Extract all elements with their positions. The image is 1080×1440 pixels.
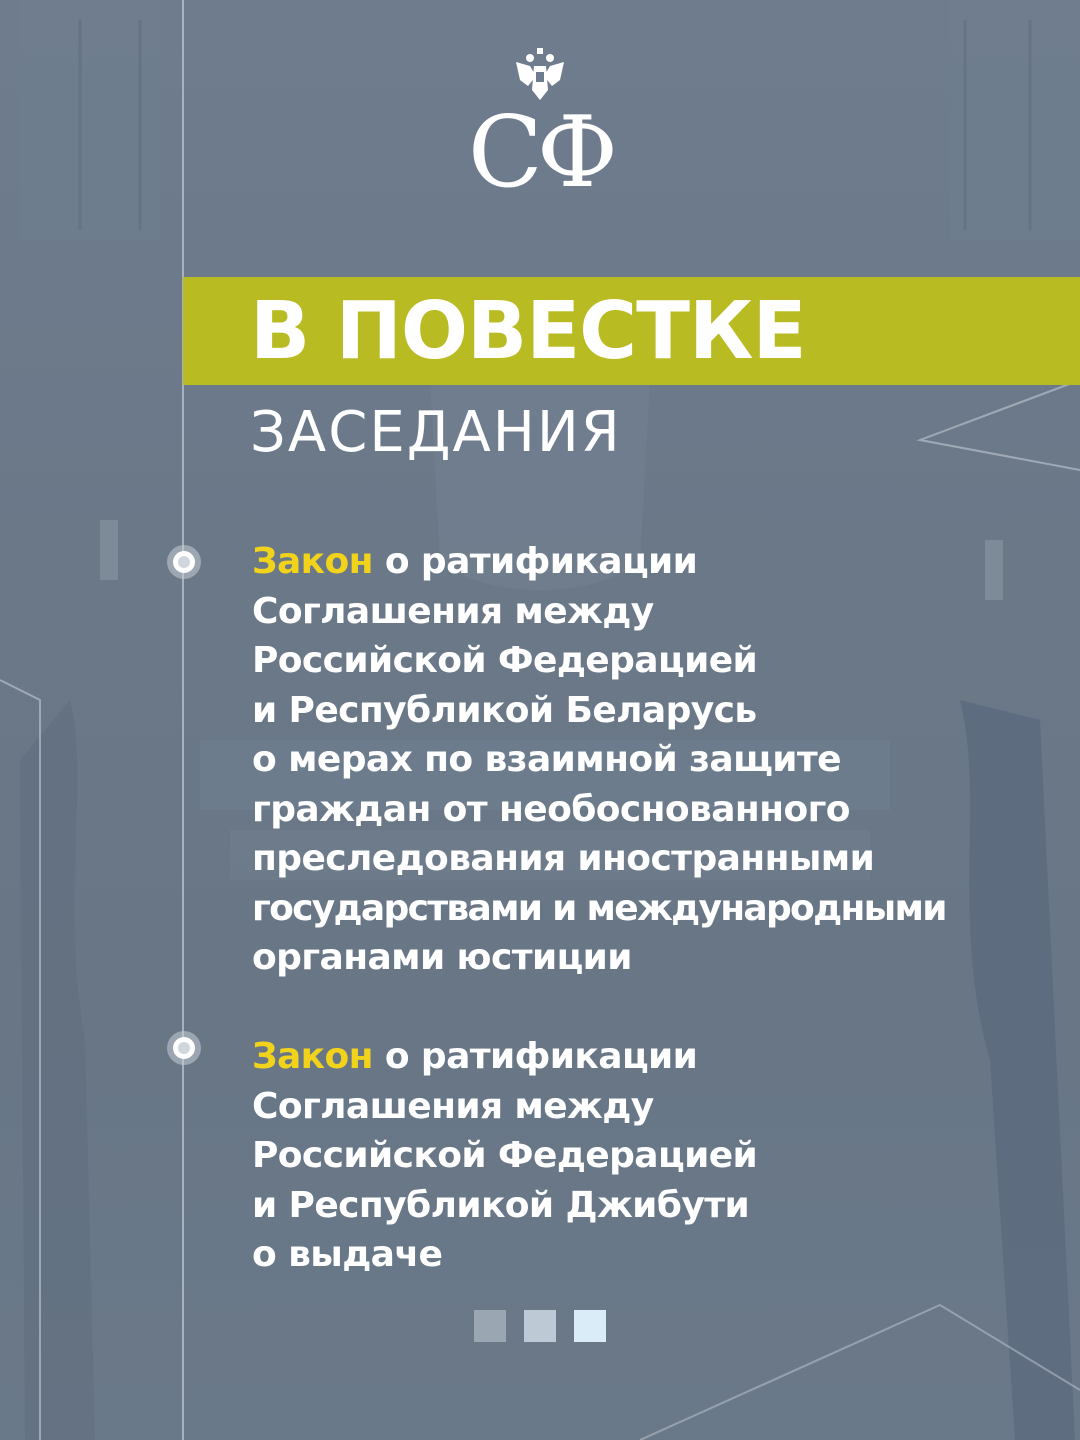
agenda-item-line (252, 1032, 1072, 1082)
agenda-item-line: граждан от необоснованного (252, 788, 850, 830)
bullet-icon (165, 543, 203, 581)
agenda-item (252, 1032, 1072, 1280)
agenda-item-line: Российской Федерацией (252, 640, 758, 681)
agenda-item-line: и Республикой Беларусь (252, 689, 757, 731)
pager-dot[interactable] (574, 1310, 606, 1342)
agenda-item-line: о мерах по взаимной защите (252, 739, 841, 780)
agenda-item-keyword: Закон (252, 541, 373, 582)
bullet-icon (165, 1029, 203, 1067)
logo-text: СФ (467, 96, 613, 210)
agenda-item-keyword: Закон (252, 1036, 373, 1077)
agenda-item-line: Соглашения между (252, 1085, 654, 1127)
pager-dot[interactable] (474, 1310, 506, 1342)
headline-subtitle: ЗАСЕДАНИЯ (250, 400, 622, 465)
agenda-item-text: о ратификации (372, 1036, 698, 1077)
agenda-item-line: государствами и международными (252, 887, 946, 929)
double-headed-eagle-icon (508, 46, 572, 102)
agenda-item (252, 537, 1072, 983)
agenda-item-line: Российской Федерацией (252, 1135, 758, 1176)
agenda-item-line: органами юстиции (252, 937, 632, 978)
agenda-item-line (252, 537, 1072, 587)
headline-title: В ПОВЕСТКЕ (250, 285, 806, 377)
agenda-item-line: и Республикой Джибути (252, 1184, 750, 1226)
agenda-item-line: преследования иностранными (252, 838, 875, 879)
pager-dot[interactable] (524, 1310, 556, 1342)
agenda-item-line: Соглашения между (252, 590, 654, 632)
agenda-item-line: о выдаче (252, 1234, 443, 1275)
agenda-item-text: о ратификации (372, 541, 698, 582)
